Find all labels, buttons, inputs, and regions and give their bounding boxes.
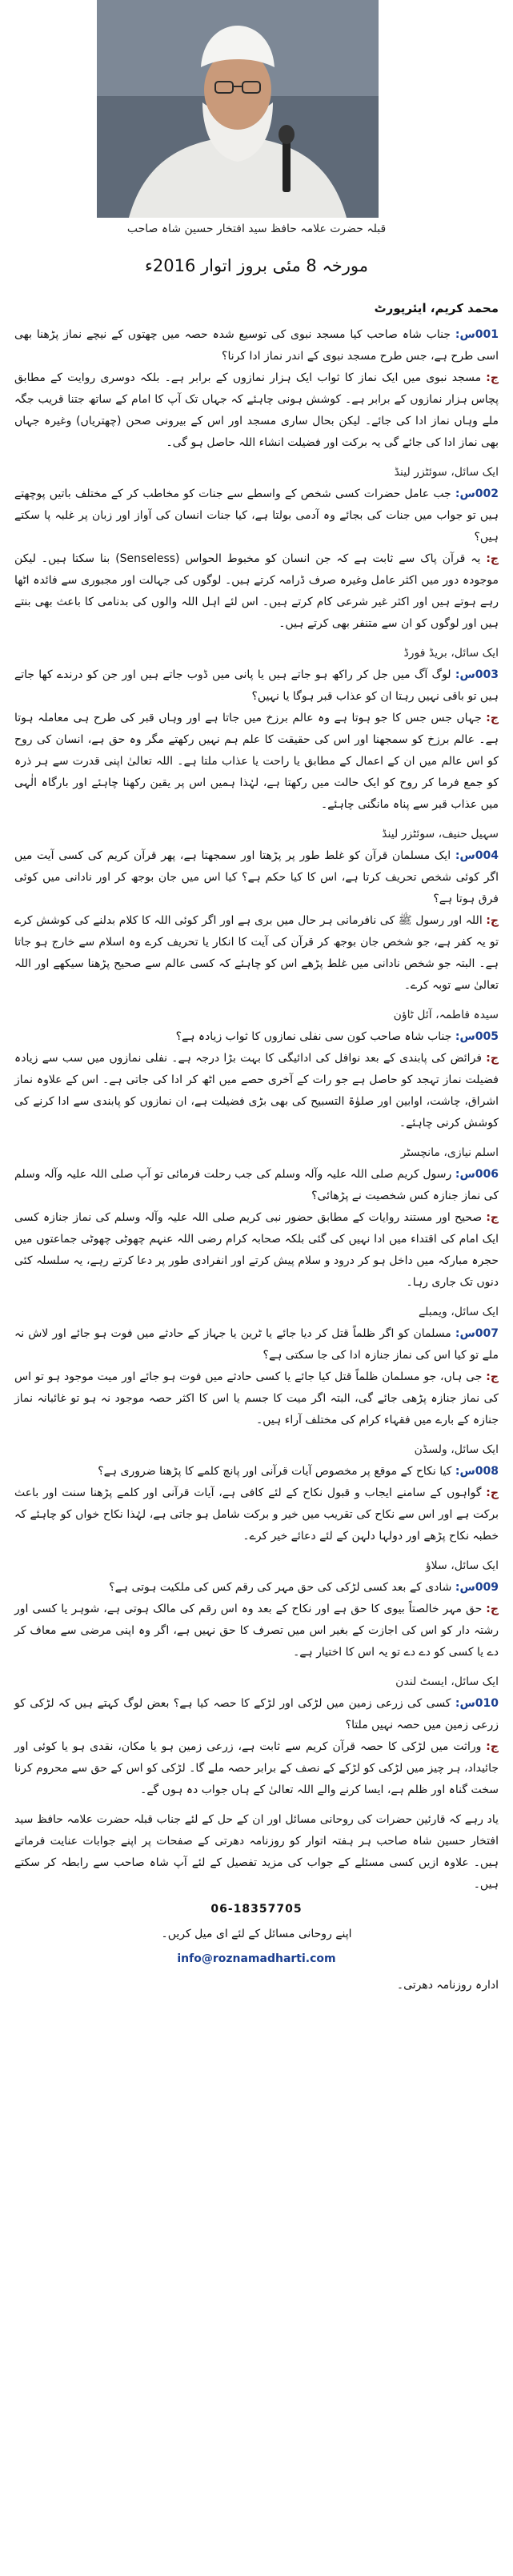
qa-list (14, 324, 499, 1801)
question-text: لوگ آگ میں جل کر راکھ ہو جاتے ہیں یا پانی میں ڈوب جاتے ہیں اور جن کو درندے کھا جاتے ہیں تو باقی نہیں رہتا ان کو عذاب قبر ہوگا یا نہیں؟ (14, 668, 499, 703)
qa-item (14, 1142, 499, 1294)
qa-item (14, 324, 499, 454)
question-number: 008 (475, 1465, 499, 1478)
answer-text: وراثت میں لڑکی کا حصہ قرآن کریم سے ثابت ہے، زرعی زمین ہو یا مکان، نقدی ہو یا کوئی اور جائیداد، ہر چیز میں لڑکی کو لڑکے کے نصف کے برابر حصہ ملے گا۔ لڑکی کو اس کے حق سے محروم کرنا سخت گناہ اور ظلم ہے، ایسا کرنے والے اللہ تعالیٰ کے ہاں جواب دہ ہوں گے۔ (14, 1740, 499, 1796)
question-text: شادی کے بعد کسی لڑکی کی حق مہر کی رقم کس کی ملکیت ہوتی ہے؟ (109, 1581, 452, 1594)
question-text: جناب شاہ صاحب کون سی نفلی نمازوں کا ثواب زیادہ ہے؟ (175, 1030, 452, 1043)
answer-text: فرائض کی پابندی کے بعد نوافل کی ادائیگی کا بہت بڑا درجہ ہے۔ نفلی نمازوں میں سب سے زیادہ فضیلت نماز تہجد کو حاصل ہے جو رات کے آخری حصے میں اٹھ کر ادا کی جاتی ہے۔ اس کے علاوہ نماز اشراق، چاشت، اوابین اور صلوٰۃ التسبیح کی بھی بڑی فضیلت ہے، ان نمازوں کو پابندی سے ادا کرنے کی کوشش کرنی چاہئے۔ (14, 1052, 499, 1130)
answer-prefix: ج: (486, 1211, 499, 1224)
answer-text: صحیح اور مستند روایات کے مطابق حضور نبی کریم صلی اللہ علیہ وآلہ وسلم کی نماز جنازہ کسی ایک امام کی اقتداء میں ادا نہیں کی گئی بلکہ صحابہ کرام رضی اللہ عنہم چھوٹی چھوٹی جماعتوں میں حجرہ مبارکہ میں داخل ہو کر درود و سلام پیش کرتے اور انفرادی طور پر دعا کرتے رہے، یہ سلسلہ کئی دنوں تک جاری رہا۔ (14, 1211, 499, 1289)
email-note: اپنے روحانی مسائل کے لئے ای میل کریں۔ (161, 1928, 352, 1940)
qa-item (14, 1555, 499, 1663)
answer-prefix: ج: (486, 914, 499, 927)
answer-text: جہاں جس جس کا جو ہوتا ہے وہ عالم برزخ میں جاتا ہے اور وہاں قبر کی طرح ہی معاملہ ہوتا ہے۔ عالم برزخ کو سمجھنا اور اس کی حقیقت کا علم ہم نہیں رکھتے مگر وہ حق ہے، انسان کی روح کو اس عالم میں ان کے اعمال کے مطابق یا راحت یا عذاب ملتا ہے۔ اللہ تعالیٰ اپنی قدرت سے ہر ذرہ کو جمع فرما کر روح کو ایک حالت میں رکھتا ہے، لہٰذا ہمیں اس پر یقین رکھنا چاہئے اور بارگاہ الٰہی میں عذاب قبر سے پناہ مانگنی چاہئے۔ (14, 712, 499, 811)
asker-name: سیدہ فاطمہ، آئل ٹاؤن (393, 1009, 499, 1021)
question-number: 002 (475, 488, 499, 500)
question-prefix: س: (455, 849, 475, 862)
question-prefix: س: (455, 1030, 475, 1043)
qa-item (14, 643, 499, 816)
question-number: 005 (475, 1030, 499, 1043)
qa-article (14, 298, 499, 2544)
question (14, 1026, 499, 1048)
qa-item (14, 1671, 499, 1801)
answer (14, 548, 499, 635)
question-prefix: س: (455, 1168, 475, 1181)
question-text: جب عامل حضرات کسی شخص کے واسطے سے جنات کو مخاطب کر کے مختلف باتیں پوچھتے ہیں تو جواب میں جنات کی بجائے وہ آدمی بولتا ہے، کیا جنات انسان کی آواز اور زبان پر غلبہ پا سکتے ہیں؟ (14, 488, 499, 544)
asker-name: ایک سائل، ایسٹ لندن (395, 1675, 499, 1688)
question-text: مسلمان کو اگر ظلماً قتل کر دیا جائے یا ٹرین یا جہاز کے حادثے میں فوت ہو جائے اور لاش نہ ملے تو کیا اس کی نماز جنازہ ادا کی جا سکتی ہے؟ (14, 1327, 499, 1362)
question (14, 1461, 499, 1483)
asker-name: ایک سائل، بریڈ فورڈ (403, 647, 499, 660)
asker-name: سہیل حنیف، سوئٹزر لینڈ (382, 828, 499, 841)
asker-name: ایک سائل، سوئٹزر لینڈ (394, 466, 499, 479)
newspaper-signoff: ادارہ روزنامہ دھرتی۔ (396, 1979, 499, 1992)
question (14, 1577, 499, 1599)
question-prefix: س: (455, 668, 475, 681)
answer (14, 708, 499, 816)
question-text: رسول کریم صلی اللہ علیہ وآلہ وسلم کی جب رحلت فرمائی تو آپ صلی اللہ علیہ وآلہ وسلم کی نماز جنازہ کس شخصیت نے پڑھائی؟ (14, 1168, 499, 1202)
asker-name: ایک سائل، سلاؤ (425, 1559, 499, 1572)
answer-text: مسجد نبوی میں ایک نماز کا ثواب ایک ہزار نمازوں کے برابر ہے۔ بلکہ دوسری روایت کے مطابق پچاس ہزار نمازوں کے برابر ہے۔ کوشش ہونی چاہئے کہ جہاں تک آپ کا امام کے ساتھ جتنا قریب جگہ ملے وہاں نماز ادا کی جائے۔ لیکن بحال ساری مسجد اور اس کے بیرونی صحن (چھتریاں) وغیرہ جہاں بھی نماز ادا کی جائے گی یہ برکت اور فضیلت انشاء اللہ حاصل ہو گی۔ (14, 371, 499, 449)
qa-item (14, 1302, 499, 1431)
answer (14, 1048, 499, 1134)
asker-name: ایک سائل، ویمبلے (418, 1306, 499, 1318)
question-prefix: س: (455, 328, 475, 341)
microphone-head (279, 125, 295, 144)
answer (14, 1736, 499, 1801)
intro-asker: محمد کریم، ایئرپورٹ (374, 301, 499, 315)
asker-name: اسلم نیازی، مانچسٹر (400, 1146, 499, 1159)
question (14, 1164, 499, 1207)
answer-text: جی ہاں، جو مسلمان ظلماً قتل کیا جائے یا کسی حادثے میں فوت ہو جائے اور میت موجود ہو تو اس کی نماز جنازہ پڑھی جائے گی، البتہ اگر میت کا جسم یا اس کا اکثر حصہ موجود نہ ہو تو غائبانہ نماز جنازہ کے بارے میں فقہاء کرام کی مختلف آراء ہیں۔ (14, 1370, 499, 1426)
question-number: 003 (475, 668, 499, 681)
question-number: 006 (475, 1168, 499, 1181)
answer-prefix: ج: (486, 371, 499, 384)
answer-text: گواہوں کے سامنے ایجاب و قبول نکاح کے لئے کافی ہے، آیات قرآنی اور کلمے پڑھنا سنت اور باعث برکت ہے اور اس سے نکاح کی تقریب میں خیر و برکت شامل ہو جاتی ہے، لہٰذا نکاح خواں کو چاہئے کہ خطبہ نکاح پڑھے اور دولہا دلہن کے لئے دعائے خیر کرے۔ (14, 1487, 499, 1543)
qa-item (14, 1005, 499, 1134)
photo-caption: قبلہ حضرت علامہ حافظ سید افتخار حسین شاہ صاحب (126, 223, 387, 235)
question (14, 1693, 499, 1736)
answer-prefix: ج: (486, 1052, 499, 1065)
answer (14, 1207, 499, 1294)
question-text: کیا نکاح کے موقع پر مخصوص آیات قرآنی اور پانچ کلمے کا پڑھنا ضروری ہے؟ (98, 1465, 452, 1478)
question-number: 004 (475, 849, 499, 862)
answer (14, 1599, 499, 1663)
question-text: ایک مسلمان قرآن کو غلط طور پر پڑھتا اور سمجھتا ہے، پھر قرآن کریم کی کسی آیت میں اگر کوئی شخص تحریف کرتا ہے، اس کا کیا حکم ہے؟ کیا اس میں جان بوجھ کر اور نادانی میں کوئی فرق ہوتا ہے؟ (14, 849, 499, 905)
answer-prefix: ج: (486, 712, 499, 724)
closing-note: یاد رہے کہ قارئین حضرات کی روحانی مسائل اور ان کے حل کے لئے جناب قبلہ حضرت علامہ حافظ سید افتخار حسین شاہ صاحب ہر ہفتہ اتوار کو روزنامہ دھرتی کے صفحات پر اپنے جوابات عنایت فرماتے ہیں۔ علاوہ ازیں کسی مسئلے کے جواب کی مزید تفصیل کے لئے آپ شاہ صاحب سے رابطہ کر سکتے ہیں۔ (14, 1813, 499, 1891)
question-number: 001 (475, 328, 499, 341)
contact-phone: 06-18357705 (210, 1903, 303, 1916)
question-number: 007 (475, 1327, 499, 1340)
question-text: جناب شاہ صاحب کیا مسجد نبوی کی توسیع شدہ حصہ میں چھتوں کے نیچے نماز پڑھنا بھی اسی طرح ہے، جس طرح مسجد نبوی کے اندر نماز ادا کرنا؟ (14, 328, 499, 363)
question-number: 010 (475, 1697, 499, 1710)
question-prefix: س: (455, 488, 475, 500)
question-text: کسی کی زرعی زمین میں لڑکی اور لڑکے کا حصہ کیا ہے؟ بعض لوگ کہتے ہیں کہ لڑکی کو زرعی زمین میں حصہ نہیں ملتا؟ (14, 1697, 499, 1731)
answer-prefix: ج: (486, 1603, 499, 1615)
contact-email[interactable]: info@roznamadharti.com (177, 1952, 336, 1965)
question-prefix: س: (455, 1327, 475, 1340)
scholar-photo (97, 0, 379, 218)
answer (14, 1483, 499, 1547)
qa-item (14, 462, 499, 635)
answer-text: حق مہر خالصتاً بیوی کا حق ہے اور نکاح کے بعد وہ اس رقم کی مالک ہوتی ہے، شوہر یا کسی اور رشتہ دار کو اس کی اجازت کے بغیر اس میں تصرف کا حق نہیں ہے، اگر وہ اپنی مرضی سے معاف کر دے یا کسی کو دے دے تو یہ اس کا اختیار ہے۔ (14, 1603, 499, 1659)
question (14, 324, 499, 367)
question-number: 009 (475, 1581, 499, 1594)
question-prefix: س: (455, 1697, 475, 1710)
answer-prefix: ج: (486, 552, 499, 565)
qa-item (14, 824, 499, 997)
answer (14, 1366, 499, 1431)
question (14, 664, 499, 708)
question (14, 484, 499, 548)
microphone-stand (283, 136, 291, 192)
answer-text: یہ قرآن پاک سے ثابت ہے کہ جن انسان کو مخبوط الحواس (Senseless) بنا سکتا ہیں۔ لیکن موجودہ دور میں اکثر عامل وغیرہ صرف ڈرامہ کرتے ہیں۔ لوگوں کی جہالت اور مجبوری سے فائدہ اٹھا رہے ہوتے ہیں اور اکثر غیر شرعی کام کرتے ہیں۔ اس لئے اہل اللہ والوں کی بدنامی کا باعث بھی بنتے ہیں اور لوگوں کو ان سے متنفر بھی کرتے ہیں۔ (14, 552, 499, 630)
answer-text: اللہ اور رسول ﷺ کی نافرمانی ہر حال میں بری ہے اور اگر کوئی اللہ کا کلام بدلنے کی کوشش کرے تو یہ کفر ہے، جو شخص جان بوجھ کر قرآن کی آیت کا انکار یا تحریف کرے وہ اسلام سے خارج ہو جاتا ہے۔ البتہ جو شخص نادانی میں غلط پڑھے اس کو چاہئے کہ کسی عالم سے صحیح پڑھنا سیکھے اور اللہ تعالیٰ سے توبہ کرے۔ (14, 914, 499, 992)
question (14, 1323, 499, 1366)
question (14, 845, 499, 910)
answer (14, 367, 499, 454)
portrait-image (97, 0, 379, 218)
asker-name: ایک سائل، ولسڈن (414, 1443, 499, 1456)
article-date: مورخہ 8 مئی بروز اتوار 2016ء (145, 256, 368, 275)
answer-prefix: ج: (486, 1487, 499, 1499)
question-prefix: س: (455, 1465, 475, 1478)
qa-item (14, 1439, 499, 1547)
answer-prefix: ج: (486, 1740, 499, 1753)
question-prefix: س: (455, 1581, 475, 1594)
answer (14, 910, 499, 997)
answer-prefix: ج: (486, 1370, 499, 1383)
